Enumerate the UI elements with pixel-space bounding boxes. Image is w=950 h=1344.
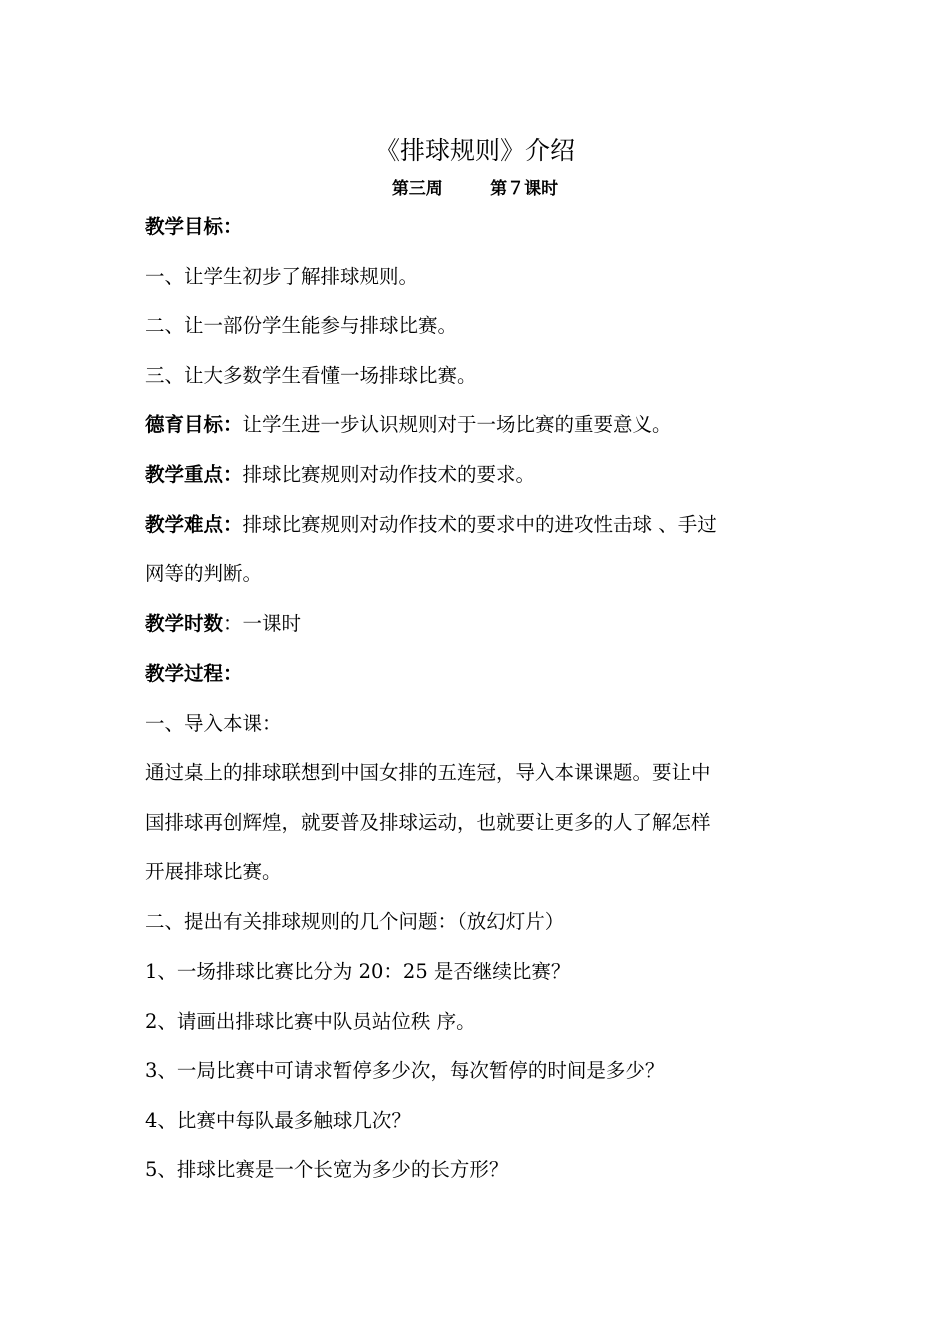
section1-line-3: 开展排球比赛。: [145, 860, 282, 883]
section1-heading: 一、导入本课：: [145, 712, 282, 735]
document-title: 《排球规则》介绍: [374, 136, 575, 165]
goal-item-1: 一、让学生初步了解排球规则。: [145, 265, 419, 288]
key-point-line: [145, 460, 815, 490]
process-heading: 教学过程：: [145, 662, 243, 685]
question-5: 5、排球比赛是一个长宽为多少的长方形？: [145, 1158, 509, 1181]
question-4: 4、比赛中每队最多触球几次？: [145, 1109, 411, 1132]
difficulty-text: 排球比赛规则对动作技术的要求中的进攻性击球 、手过: [242, 513, 717, 536]
moral-goal-text: 让学生进一步认识规则对于一场比赛的重要意义。: [242, 413, 672, 436]
key-point-label: 教学重点：: [145, 463, 243, 486]
question-1: 1、一场排球比赛比分为 20：25 是否继续比赛？: [145, 960, 571, 983]
moral-goal-line: [145, 410, 815, 440]
document-subtitle: 第三周 第７课时: [391, 179, 559, 199]
question-3: 3、一局比赛中可请求暂停多少次，每次暂停的时间是多少？: [145, 1059, 665, 1082]
question-2: 2、请画出排球比赛中队员站位秩 序。: [145, 1010, 476, 1033]
section2-heading: 二、提出有关排球规则的几个问题：（放幻灯片）: [145, 910, 565, 933]
hours-text: ：一课时: [223, 612, 302, 635]
section1-line-1: 通过桌上的排球联想到中国女排的五连冠，导入本课课题。要让中: [145, 761, 711, 784]
hours-line: [145, 609, 815, 639]
goals-heading: 教学目标：: [145, 215, 243, 238]
section1-line-2: 国排球再创辉煌，就要普及排球运动，也就要让更多的人了解怎样: [145, 811, 711, 834]
goal-item-2: 二、让一部份学生能参与排球比赛。: [145, 314, 458, 337]
key-point-text: 排球比赛规则对动作技术的要求。: [242, 463, 536, 486]
difficulty-line: [145, 510, 815, 540]
difficulty-label: 教学难点：: [145, 513, 243, 536]
moral-goal-label: 德育目标：: [145, 413, 243, 436]
goal-item-3: 三、让大多数学生看懂一场排球比赛。: [145, 364, 477, 387]
hours-label: 教学时数: [145, 612, 224, 635]
difficulty-text-continued: 网等的判断。: [145, 562, 263, 585]
